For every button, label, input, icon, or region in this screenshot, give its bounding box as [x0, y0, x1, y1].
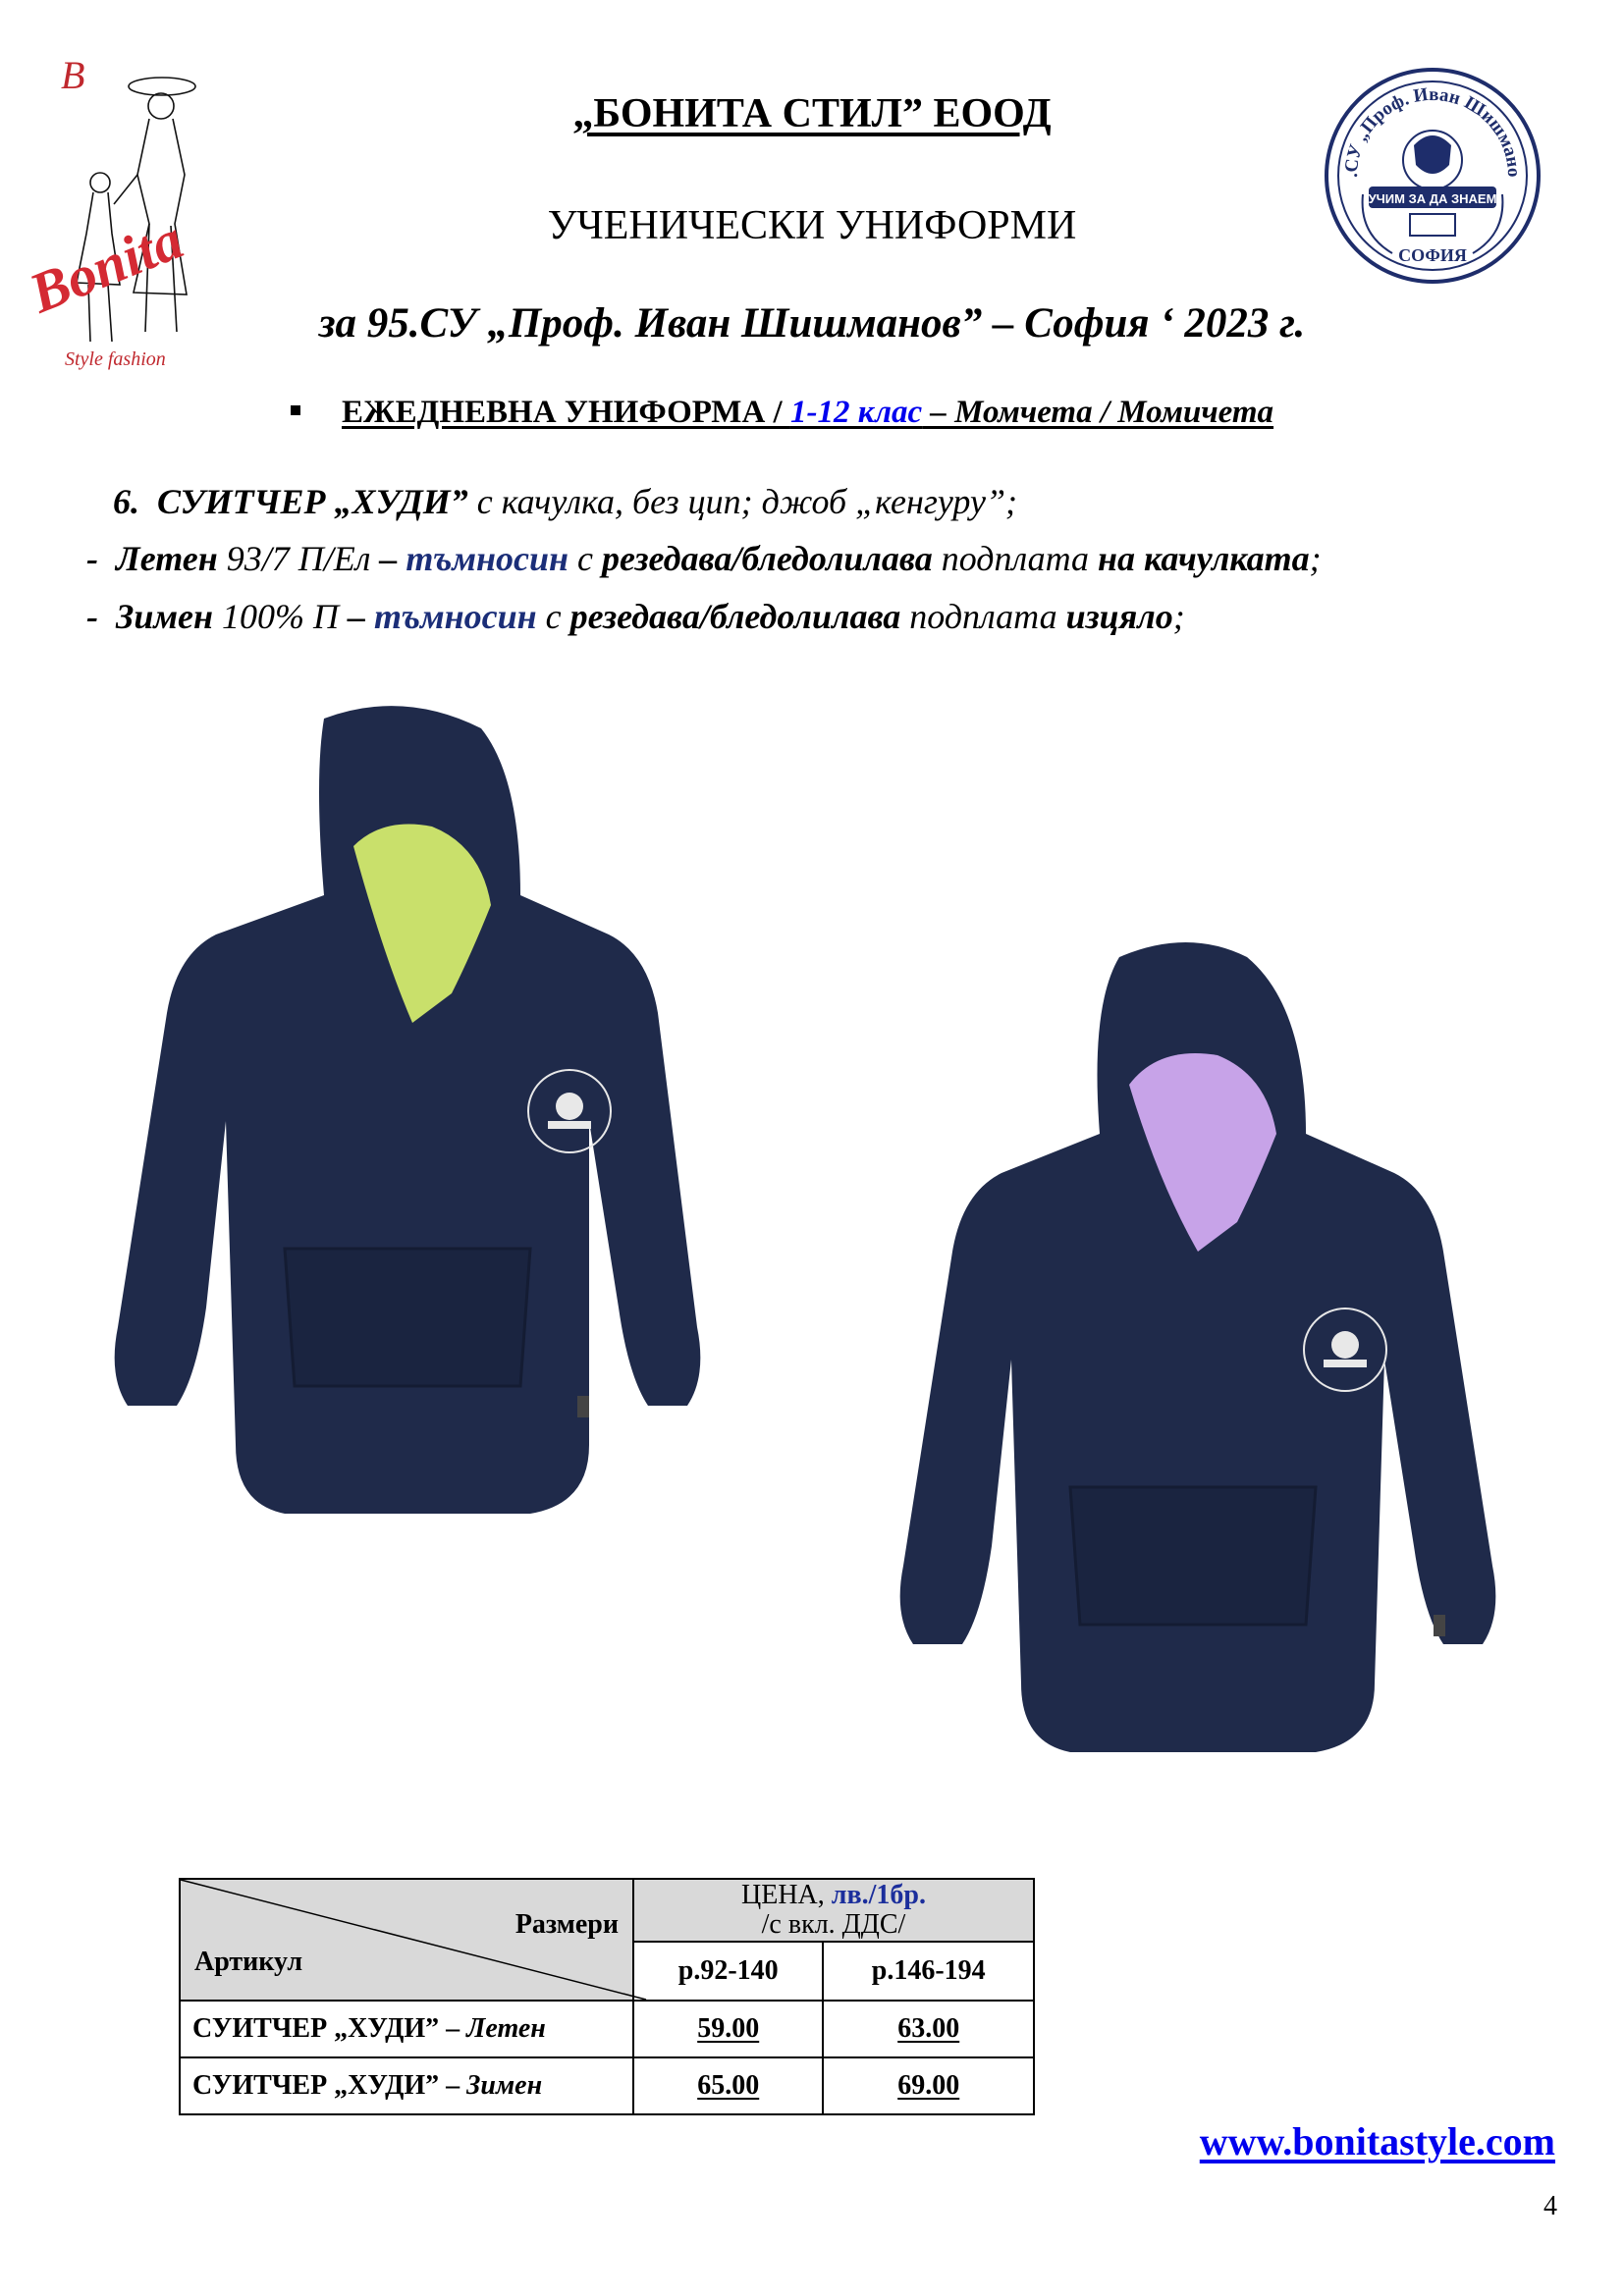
- winter-color: тъмносин: [373, 597, 537, 636]
- uniform-type-line: [291, 395, 1273, 431]
- winter-variant-line: - Зимен 100% П – тъмносин с резедава/бледолилава подплата изцяло;: [86, 597, 1185, 636]
- bullet-icon: [291, 405, 300, 415]
- item-number: 6.: [113, 482, 139, 521]
- vat-note: /с вкл. ДДС/: [761, 1909, 906, 1941]
- article-name: СУИТЧЕР „ХУДИ” – Летен: [180, 2001, 633, 2057]
- bonita-tagline: Style fashion: [65, 348, 166, 370]
- page-number: 4: [1543, 2191, 1557, 2221]
- hoodie-shape: [115, 706, 701, 1514]
- article-name: СУИТЧЕР „ХУДИ” – Зимен: [180, 2057, 633, 2114]
- price-header: ЦЕНА, лв./1бр. /с вкл. ДДС/: [633, 1879, 1034, 1942]
- seal-motto: УЧИМ ЗА ДА ЗНАЕМ: [1368, 191, 1497, 206]
- company-name: „БОНИТА СТИЛ” ЕООД: [572, 91, 1052, 136]
- gender-label: – Момчета / Момичета: [922, 395, 1274, 430]
- bonita-brand: Bonita: [21, 206, 191, 326]
- summer-season: Летен: [116, 539, 218, 578]
- seal-top-text: .СУ „Проф. Иван Шишмано: [1340, 83, 1525, 178]
- uniform-type: ЕЖЕДНЕВНА УНИФОРМА /: [342, 395, 790, 430]
- sizes-label: Размери: [514, 1909, 619, 1940]
- price-table: [179, 1878, 1035, 2115]
- document-title: УЧЕНИЧЕСКИ УНИФОРМИ: [547, 203, 1077, 248]
- size-col-2: р.146-194: [823, 1942, 1034, 2001]
- hoodie-shape: [900, 942, 1496, 1752]
- website-link[interactable]: www.bonitastyle.com: [1199, 2119, 1555, 2163]
- summer-color: тъмносин: [406, 539, 569, 578]
- article-label: Артикул: [194, 1947, 303, 1977]
- bonita-letter: B: [61, 53, 85, 97]
- item-description: с качулка, без цип; джоб „кенгуру”;: [467, 482, 1017, 521]
- hoodie-image-reseda: [59, 699, 756, 1543]
- price-cell: 59.00: [633, 2001, 823, 2057]
- size-col-1: р.92-140: [633, 1942, 823, 2001]
- price-cell: 63.00: [823, 2001, 1034, 2057]
- grades-link[interactable]: 1-12 клас: [789, 395, 923, 430]
- winter-season: Зимен: [116, 597, 213, 636]
- hoodie-image-lilac: [815, 937, 1522, 1782]
- summer-variant-line: - Летен 93/7 П/Ел – тъмносин с резедава/бледолилава подплата на качулката;: [86, 539, 1322, 578]
- table-corner-header: [180, 1879, 633, 2001]
- item-heading: [113, 481, 1017, 522]
- seal-city: СОФИЯ: [1398, 245, 1467, 265]
- table-row: [180, 2001, 1034, 2057]
- price-cell: 65.00: [633, 2057, 823, 2114]
- school-line: за 95.СУ „Проф. Иван Шишманов” – София ‘ 2023 г.: [318, 300, 1306, 347]
- table-row: [180, 2057, 1034, 2114]
- item-name: СУИТЧЕР „ХУДИ”: [157, 482, 468, 521]
- price-cell: 69.00: [823, 2057, 1034, 2114]
